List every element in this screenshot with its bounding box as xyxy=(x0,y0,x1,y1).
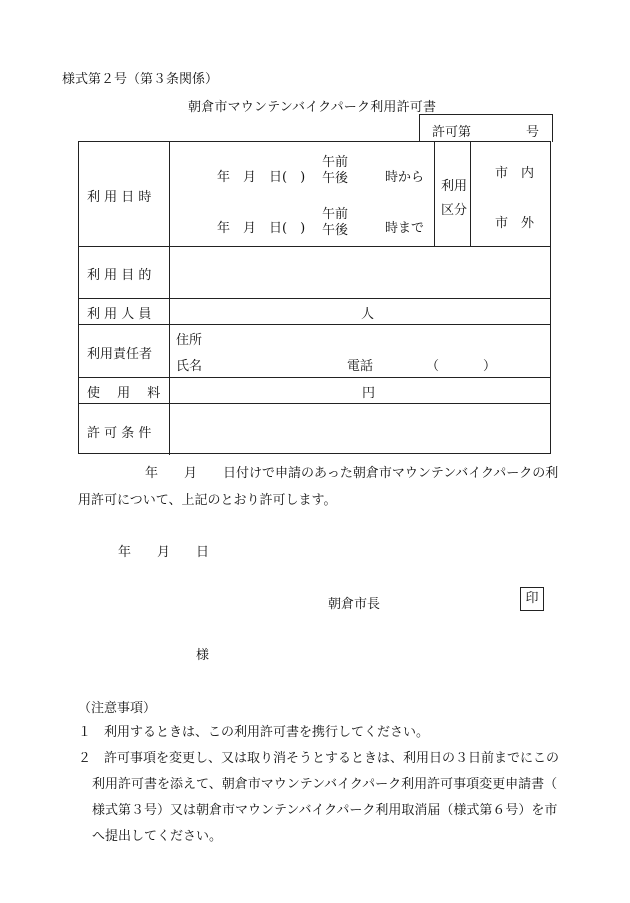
row-divider xyxy=(79,298,550,299)
row-divider xyxy=(79,403,550,404)
category-label: 利用 xyxy=(441,179,468,194)
note-item-2-line2: 利用許可書を添えて、朝倉市マウンテンバイクパーク利用許可事項変更申請書（ xyxy=(92,777,558,792)
permit-number-box xyxy=(419,114,553,142)
category-column-divider xyxy=(470,142,471,246)
phone-label: 電話 xyxy=(347,359,374,374)
usage-datetime-label: 利 用 日 時 xyxy=(87,190,152,205)
issue-date: 年 月 日 xyxy=(118,545,210,560)
honorific-sama: 様 xyxy=(196,648,210,663)
permit-label: 許可第 xyxy=(432,125,472,140)
row-divider xyxy=(79,324,550,325)
label-column-divider xyxy=(169,142,170,455)
name-label: 氏名 xyxy=(176,359,203,374)
issuer-name: 朝倉市長 xyxy=(328,597,381,612)
note-item-1: １ 利用するときは、この利用許可書を携行してください。 xyxy=(78,725,430,740)
note-item-2-line1: ２ 許可事項を変更し、又は取り消そうとするときは、利用日の３日前までにこの xyxy=(78,751,560,766)
phone-paren-close: ） xyxy=(483,359,497,374)
category-out-city: 市 外 xyxy=(495,216,535,231)
row-divider xyxy=(79,377,550,378)
time-to-label: 時まで xyxy=(385,221,425,236)
people-unit: 人 xyxy=(361,307,375,322)
end-date-field: 年 月 日( ) xyxy=(217,221,306,236)
end-pm-label: 午後 xyxy=(322,223,349,238)
note-item-2-line3: 様式第３号）又は朝倉市マウンテンバイクパーク利用取消届（様式第６号）を市 xyxy=(92,803,558,818)
row-divider xyxy=(79,246,550,247)
permit-conditions-label: 許 可 条 件 xyxy=(87,426,152,441)
usage-people-label: 利 用 人 員 xyxy=(87,307,152,322)
start-am-label: 午前 xyxy=(322,155,349,170)
category-in-city: 市 内 xyxy=(495,166,535,181)
permit-table xyxy=(78,141,551,454)
category-label: 区分 xyxy=(441,203,468,218)
responsible-person-label: 利用責任者 xyxy=(87,347,153,362)
document-title: 朝倉市マウンテンバイクパーク利用許可書 xyxy=(188,100,437,115)
end-am-label: 午前 xyxy=(322,207,349,222)
note-item-2-line4: へ提出してください。 xyxy=(92,829,223,844)
seal-mark: 印 xyxy=(520,587,544,611)
start-date-field: 年 月 日( ) xyxy=(217,170,306,185)
permit-suffix: 号 xyxy=(525,125,539,140)
notes-heading: （注意事項） xyxy=(78,701,157,716)
address-label: 住所 xyxy=(176,333,203,348)
category-column-divider xyxy=(434,142,435,246)
start-pm-label: 午後 xyxy=(322,171,349,186)
permit-statement-line2: 用許可について、上記のとおり許可します。 xyxy=(78,493,337,508)
time-from-label: 時から xyxy=(385,170,425,185)
form-number: 様式第２号（第３条関係） xyxy=(62,72,219,87)
usage-purpose-label: 利 用 目 的 xyxy=(87,268,152,283)
phone-paren-open: （ xyxy=(426,359,440,374)
permit-statement-line1: 年 月 日付けで申請のあった朝倉市マウンテンバイクパークの利 xyxy=(145,466,559,481)
usage-fee-label: 使 用 料 xyxy=(87,386,161,401)
fee-unit: 円 xyxy=(362,386,376,401)
